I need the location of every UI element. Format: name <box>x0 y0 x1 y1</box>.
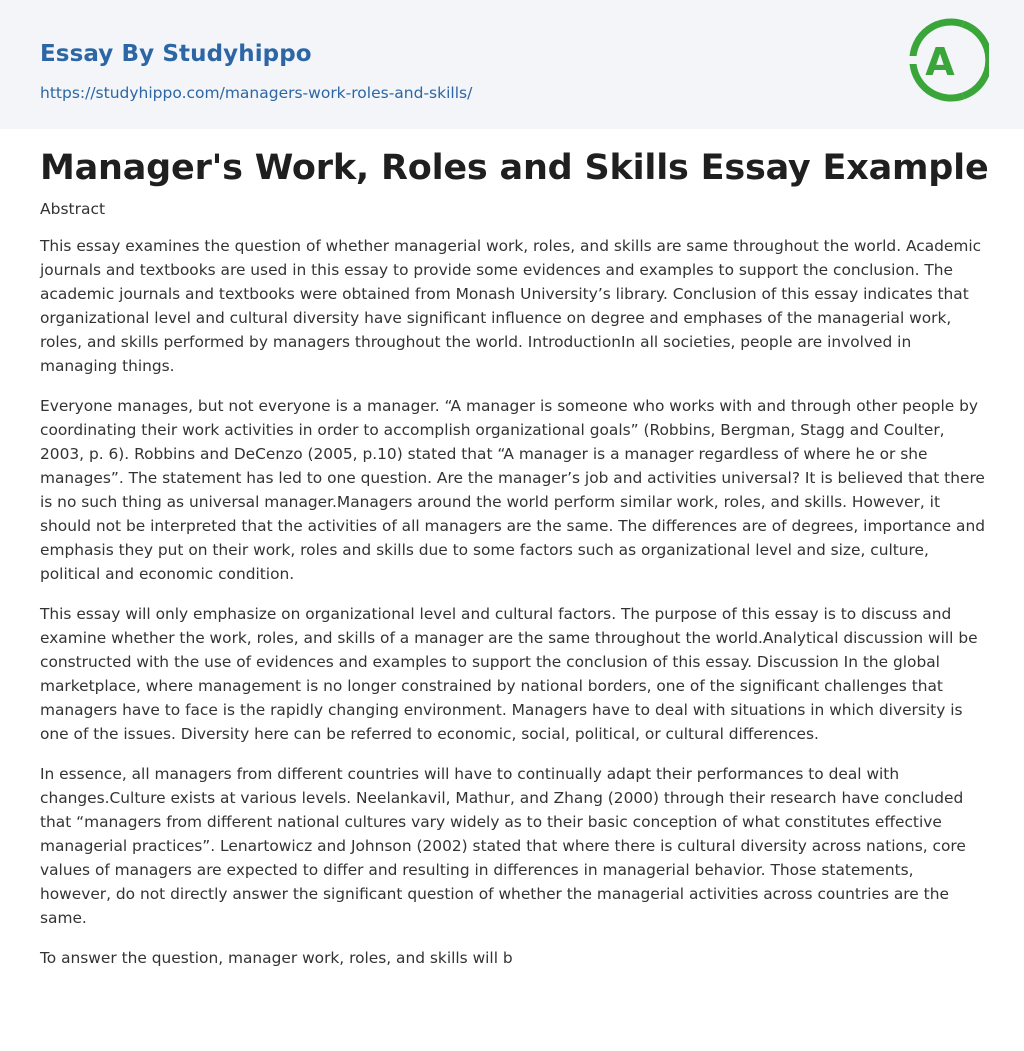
article-url-link[interactable]: https://studyhippo.com/managers-work-roles-and-skills/ <box>40 84 473 102</box>
abstract-label: Abstract <box>40 200 106 218</box>
page-title: Manager's Work, Roles and Skills Essay Example <box>40 148 989 188</box>
paragraph: This essay will only emphasize on organizational level and cultural factors. The purpose of this essay is to discuss and examine whether the work, roles, and skills of a manager are the same throughout the world.Analytical discussion will be constructed with the use of evidences and examples to support the conclusion of this essay. Discussion In the global marketplace, where management is no longer constrained by national borders, one of the significant challenges that managers have to face is the rapidly changing environment. Managers have to deal with situations in which diversity is one of the issues. Diversity here can be referred to economic, social, political, or cultural differences. <box>40 605 978 743</box>
paragraph: In essence, all managers from different countries will have to continually adapt their performances to deal with changes.Culture exists at various levels. Neelankavil, Mathur, and Zhang (2000) through their research have concluded that “managers from different national cultures vary widely as to their basic conception of what constitutes effective managerial practices”. Lenartowicz and Johnson (2002) stated that where there is cultural diversity across nations, core values of managers are expected to differ and resulting in differences in managerial behavior. Those statements, however, do not directly answer the significant question of whether the managerial activities across countries are the same. <box>40 765 966 927</box>
site-brand[interactable]: Essay By Studyhippo <box>40 41 312 67</box>
paragraph: Everyone manages, but not everyone is a manager. “A manager is someone who works with and through other people by coordinating their work activities in order to accomplish organizational goals” (Robbins, Bergman, Stagg and Coulter, 2003, p. 6). Robbins and DeCenzo (2005, p.10) stated that “A manager is a manager regardless of where he or she manages”. The statement has led to one question. Are the manager’s job and activities universal? It is believed that there is no such thing as universal manager.Managers around the world perform similar work, roles, and skills. However, it should not be interpreted that the activities of all managers are the same. The differences are of degrees, importance and emphasis they put on their work, roles and skills due to some factors such as organizational level and size, culture, political and economic condition. <box>40 397 985 583</box>
logo-letter: A <box>925 40 955 84</box>
article-body <box>40 234 988 986</box>
paragraph: This essay examines the question of whether managerial work, roles, and skills are same throughout the world. Academic journals and textbooks are used in this essay to provide some evidences and examples to support the conclusion. The academic journals and textbooks were obtained from Monash University’s library. Conclusion of this essay indicates that organizational level and cultural diversity have significant influence on degree and emphases of the managerial work, roles, and skills performed by managers throughout the world. IntroductionIn all societies, people are involved in managing things. <box>40 237 982 375</box>
paragraph: To answer the question, manager work, roles, and skills will b <box>40 949 513 967</box>
